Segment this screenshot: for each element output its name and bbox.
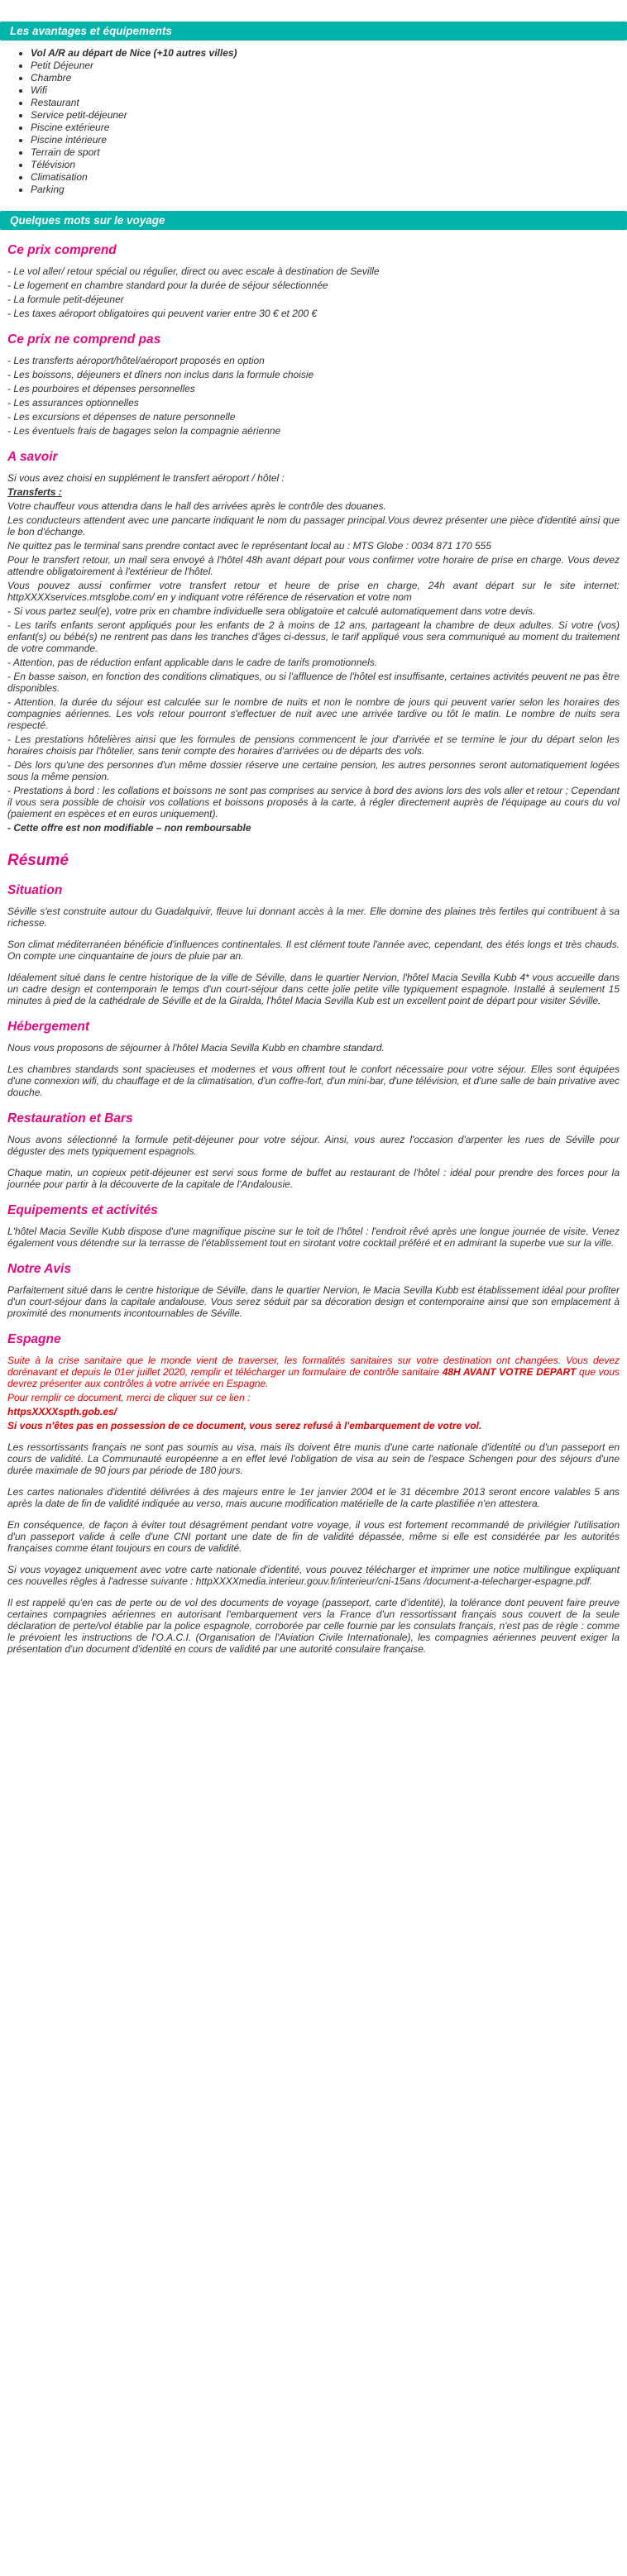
a-savoir-paragraph: - Les prestations hôtelières ainsi que les formules de pensions commencent le jour d'arrivée et se termine le jour du départ selon les horaires choisis par l'hôtelier, sans tenir compte des horaires d'arrivées ou de départs des vols. — [7, 734, 620, 757]
a-savoir-paragraph: Pour le transfert retour, un mail sera envoyé à l'hôtel 48h avant départ pour vous confirmer votre horaire de prise en charge. Vous devez attendre obligatoirement à l'extérieur de l'hôtel. — [7, 554, 620, 577]
espagne-paragraph: En conséquence, de façon à éviter tout désagrément pendant votre voyage, il vous est fortement recommandé de privilégier l'utilisation d'un passeport valide à celle d'une CNI portant une date de fin de validité dépassée, même si elle est considérée par les autorités françaises comme étant toujours en cours de validité. — [7, 1519, 620, 1554]
section-a-savoir — [7, 450, 620, 834]
amenity-item: • Piscine intérieure — [31, 134, 620, 146]
resume-title: Résumé — [7, 852, 69, 869]
price-includes-title: Ce prix comprend — [7, 243, 117, 257]
section-price-includes — [7, 243, 620, 319]
price-includes-item: - Le vol aller/ retour spécial ou régulier, direct ou avec escale à destination de Seville — [7, 265, 380, 277]
trip-words-banner — [0, 211, 627, 230]
situation-title: Situation — [7, 883, 63, 897]
situation-paragraph: Idéalement situé dans le centre historique de la ville de Séville, dans le quartier Nervion, l'hôtel Macia Sevilla Kubb 4* vous accueille dans un cadre design et contemporain le temps d'un court-séjour dans cette jolie petite ville typiquement espagnole. Installé à seulement 15 minutes à pied de la cathédrale de Séville et de la Giralda, l'hôtel Macia Sevilla Kub est un excellent point de départ pour visiter Séville. — [7, 972, 620, 1006]
a-savoir-paragraph: Ne quittez pas le terminal sans prendre contact avec le représentant local au : MTS Globe : 0034 871 170 555 — [7, 540, 492, 552]
amenity-item: • Parking — [31, 184, 620, 196]
a-savoir-non-refundable-note: - Cette offre est non modifiable – non remboursable — [7, 822, 251, 834]
hebergement-title: Hébergement — [7, 1020, 90, 1034]
section-equipements — [7, 1203, 620, 1249]
section-hebergement — [7, 1020, 620, 1098]
espagne-paragraph: Il est rappelé qu'en cas de perte ou de vol des documents de voyage (passeport, carte d'identité), la tolérance dont peuvent faire preuve certaines compagnies aériennes en autorisant l'embarquement vers la France d'un ressortissant français sous couvert de la seule déclaration de perte/vol établie par la police espagnole, corroborée par celle fournie par les consulats français, n'est pas de règle : comme le prévoient les instructions de l'O.A.C.I. (Organisation de l'Aviation Civile Internationale), les compagnies aériennes peuvent exiger la présentation d'un document d'identité en cours de validité par une autorité consulaire française. — [7, 1597, 620, 1655]
price-excludes-item: - Les assurances optionnelles — [7, 397, 139, 409]
notre-avis-title: Notre Avis — [7, 1262, 71, 1276]
espagne-paragraph: Si vous voyagez uniquement avec votre carte nationale d'identité, vous pouvez télécharger et imprimer une notice multilingue expliquant ces nouvelles règles à l'adresse suivante : httpXXXXmedia.interieur.gouv.fr/interieur/cni-15ans /document-a-telecharger-espagne.pdf. — [7, 1564, 620, 1587]
section-espagne — [7, 1332, 620, 1655]
a-savoir-paragraph: Si vous avez choisi en supplément le transfert aéroport / hôtel : — [7, 472, 285, 484]
amenities-list — [16, 47, 620, 196]
espagne-health-form-link[interactable]: httpsXXXXspth.gob.es/ — [7, 1406, 117, 1417]
espagne-health-form-link-label: Pour remplir ce document, merci de cliquer sur ce lien : — [7, 1392, 251, 1403]
price-excludes-item: - Les pourboires et dépenses personnelles — [7, 383, 195, 394]
section-notre-avis — [7, 1262, 620, 1319]
espagne-health-warning-outro: que vous devrez présenter aux contrôles à votre arrivée en Espagne. — [7, 1366, 620, 1389]
a-savoir-paragraph: - Dès lors qu'une des personnes d'un même dossier réserve une certaine pension, les autres personnes seront automatiquement logées sous la même pension. — [7, 759, 620, 782]
restauration-title: Restauration et Bars — [7, 1111, 133, 1126]
amenity-item: • Wifi — [31, 84, 620, 97]
price-includes-item: - La formule petit-déjeuner — [7, 294, 124, 305]
espagne-boarding-refusal-warning: Si vous n'êtes pas en possession de ce document, vous serez refusé à l'embarquement de votre vol. — [7, 1420, 482, 1431]
trip-description — [0, 243, 627, 1655]
amenity-item: • Télévision — [31, 159, 620, 171]
espagne-health-warning — [7, 1355, 620, 1389]
equipements-title: Equipements et activités — [7, 1203, 158, 1217]
equipements-paragraph: L'hôtel Macia Seville Kubb dispose d'une magnifique piscine sur le toit de l'hôtel : l'endroit rêvé après une longue journée de visite. Venez également vous détendre sur la terrasse de l'établissement tout en sirotant votre cocktail préféré et en admirant la superbe vue sur la ville. — [7, 1226, 620, 1249]
amenity-item: • Chambre — [31, 72, 620, 84]
amenity-item: • Restaurant — [31, 97, 620, 109]
a-savoir-paragraph: Votre chauffeur vous attendra dans le hall des arrivées après le contrôle des douanes. — [7, 500, 386, 512]
amenity-item: • Vol A/R au départ de Nice (+10 autres villes) — [31, 47, 620, 60]
section-price-excludes — [7, 332, 620, 437]
espagne-paragraph: Les ressortissants français ne sont pas soumis au visa, mais ils doivent être munis d'une carte nationale d'identité ou d'un passeport en cours de validité. La Communauté européenne a en effet levé l'obligation de visa au sein de l'espace Schengen pour des séjours d'une durée maximale de 90 jours par période de 180 jours. — [7, 1441, 620, 1476]
section-situation — [7, 883, 620, 1006]
a-savoir-paragraph: - Attention, la durée du séjour est calculée sur le nombre de nuits et non le nombre de jours qui peuvent varier selon les horaires des compagnies aériennes. Les vols retour pourront s'effectuer de nuit avec une arrivée tardive ou tôt le matin. Le nombre de nuits sera respecté. — [7, 696, 620, 731]
a-savoir-paragraph: - Attention, pas de réduction enfant applicable dans le cadre de tarifs promotionnels. — [7, 657, 378, 668]
restauration-paragraph: Chaque matin, un copieux petit-déjeuner est servi sous forme de buffet au restaurant de l'hôtel : idéal pour prendre des forces pour la journée pour partir à la découverte de la capitale de l'Andalousie. — [7, 1167, 620, 1190]
price-excludes-item: - Les éventuels frais de bagages selon la compagnie aérienne — [7, 425, 281, 437]
situation-paragraph: Son climat méditerranéen bénéficie d'influences continentales. Il est clément toute l'année avec, cependant, des étés longs et très chauds. On compte une cinquantaine de jours de pluie par an. — [7, 939, 620, 962]
price-excludes-item: - Les transferts aéroport/hôtel/aéroport proposés en option — [7, 355, 265, 366]
a-savoir-title: A savoir — [7, 450, 58, 464]
a-savoir-paragraph: - Les tarifs enfants seront appliqués pour les enfants de 2 à moins de 12 ans, partageant la chambre de deux adultes. Si votre (vos) enfant(s) ou bébé(s) ne rentrent pas dans les tranches d'âges ci-dessus, le tarif appliqué vous sera communiqué au moment du traitement de votre commande. — [7, 619, 620, 654]
hebergement-paragraph: Les chambres standards sont spacieuses et modernes et vous offrent tout le confort nécessaire pour votre séjour. Elles sont équipées d'une connexion wifi, du chauffage et de la climatisation, d'un coffre-fort, d'un mini-bar, d'une télévision, et d'une salle de bain privative avec douche. — [7, 1063, 620, 1098]
notre-avis-paragraph: Parfaitement situé dans le centre historique de Séville, dans le quartier Nervion, le Macia Sevilla Kubb est établissement idéal pour profiter d'un court-séjour dans la capitale andalouse. Vous serez séduit par sa décoration design et contemporaine ainsi que son emplacement à proximité des monuments incontournables de Séville. — [7, 1284, 620, 1319]
trip-words-banner-title: Quelques mots sur le voyage — [10, 214, 165, 227]
amenity-item: • Terrain de sport — [31, 146, 620, 159]
a-savoir-paragraph: Vous pouvez aussi confirmer votre transfert retour et heure de prise en charge, 24h avant départ sur le site internet: httpXXXXservices.mtsglobe.com/ en y indiquant votre référence de réservation et votre nom — [7, 580, 620, 603]
espagne-paragraph: Les cartes nationales d'identité délivrées à des majeurs entre le 1er janvier 2004 et le 31 décembre 2013 seront encore valables 5 ans après la date de fin de validité indiquée au verso, mais aucune modification matérielle de la carte plastifiée n'en attestera. — [7, 1486, 620, 1509]
espagne-title: Espagne — [7, 1332, 61, 1346]
price-includes-item: - Les taxes aéroport obligatoires qui peuvent varier entre 30 € et 200 € — [7, 308, 318, 319]
price-excludes-item: - Les boissons, déjeuners et dîners non inclus dans la formule choisie — [7, 369, 314, 380]
amenities-banner — [0, 22, 627, 41]
price-excludes-title: Ce prix ne comprend pas — [7, 332, 161, 346]
amenities-banner-title: Les avantages et équipements — [10, 25, 172, 37]
section-restauration — [7, 1111, 620, 1190]
a-savoir-paragraph: - Prestations à bord : les collations et boissons ne sont pas comprises au service à bord des avions lors des vols aller et retour ; Cependant il vous sera possible de choisir vos collations et boissons proposés à la carte, à régler directement auprès de l'équipage au cours du vol (paiement en espèces et en euros uniquement). — [7, 785, 620, 820]
amenity-item: • Petit Déjeuner — [31, 60, 620, 72]
price-includes-item: - Le logement en chambre standard pour la durée de séjour sélectionnée — [7, 280, 328, 291]
amenity-item: • Climatisation — [31, 171, 620, 184]
price-excludes-item: - Les excursions et dépenses de nature personnelle — [7, 411, 236, 423]
a-savoir-paragraph: - Si vous partez seul(e), votre prix en chambre individuelle sera obligatoire et calculé automatiquement dans votre devis. — [7, 605, 536, 617]
a-savoir-paragraph: Les conducteurs attendent avec une pancarte indiquant le nom du passager principal.Vous devrez présenter une pièce d'identité ainsi que le bon d'échange. — [7, 514, 620, 538]
amenity-item: • Piscine extérieure — [31, 122, 620, 134]
restauration-paragraph: Nous avons sélectionné la formule petit-déjeuner pour votre séjour. Ainsi, vous aurez l'occasion d'arpenter les rues de Séville pour déguster des mets typiquement espagnols. — [7, 1134, 620, 1157]
espagne-health-warning-intro: Suite à la crise sanitaire que le monde vient de traverser, les formalités sanitaires sur votre destination ont changées. Vous devez dorénavant et depuis le 01er juillet 2020, remplir et télécharger un formulaire de contrôle sanitaire — [7, 1355, 620, 1378]
amenity-item: • Service petit-déjeuner — [31, 109, 620, 122]
a-savoir-paragraph: - En basse saison, en fonction des conditions climatiques, ou si l'affluence de l'hôtel est insuffisante, certaines activités peuvent ne pas être disponibles. — [7, 671, 620, 694]
hebergement-paragraph: Nous vous proposons de séjourner à l'hôtel Macia Sevilla Kubb en chambre standard. — [7, 1042, 385, 1054]
a-savoir-transfers-label: Transferts : — [7, 486, 62, 498]
amenities-section — [0, 47, 627, 196]
situation-paragraph: Séville s'est construite autour du Guadalquivir, fleuve lui donnant accès à la mer. Elle domine des plaines très fertiles qui contribuent à sa richesse. — [7, 906, 620, 929]
espagne-health-warning-bold: 48H AVANT VOTRE DEPART — [442, 1366, 577, 1378]
